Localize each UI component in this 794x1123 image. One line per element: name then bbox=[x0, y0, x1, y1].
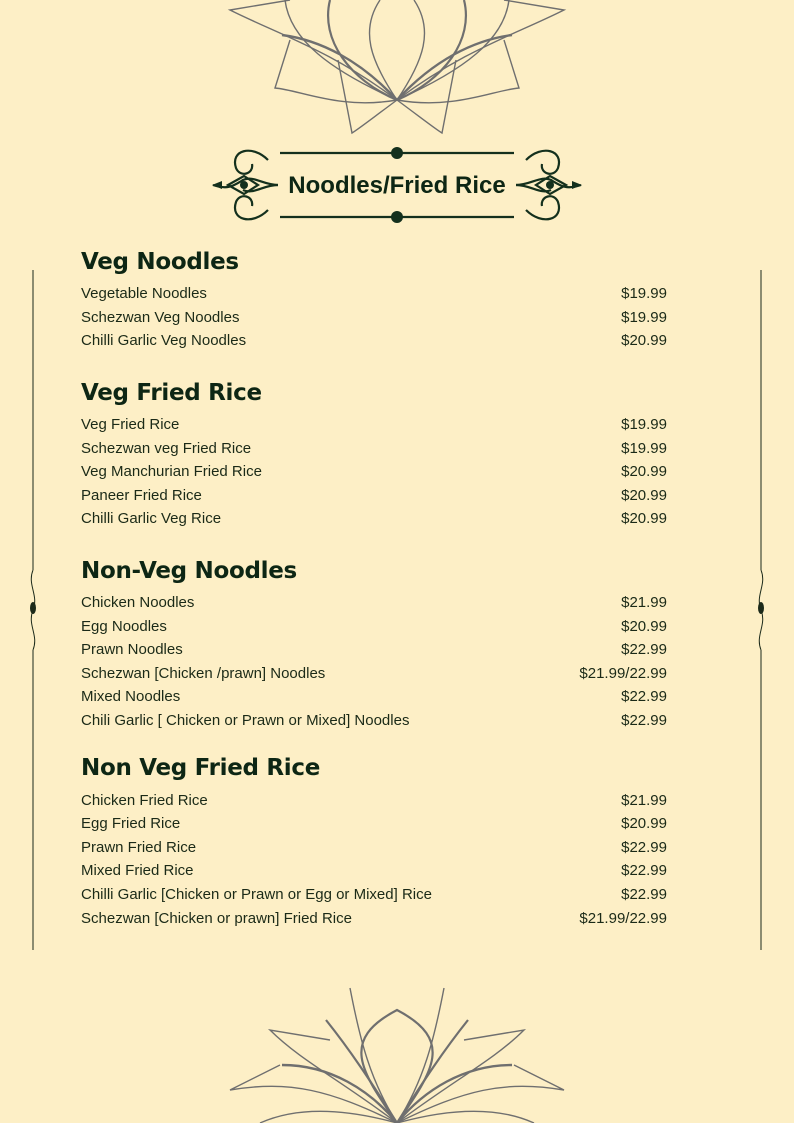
menu-item bbox=[81, 662, 667, 686]
item-name: Chili Garlic [ Chicken or Prawn or Mixed] Noodles bbox=[81, 712, 410, 730]
menu-item bbox=[81, 329, 667, 353]
item-name: Chilli Garlic [Chicken or Prawn or Egg or Mixed] Rice bbox=[81, 885, 432, 903]
item-price: $19.99 bbox=[621, 416, 667, 434]
item-name: Schezwan Veg Noodles bbox=[81, 308, 240, 326]
right-border-ornament-icon bbox=[755, 270, 767, 950]
menu-item bbox=[81, 614, 667, 638]
section-non-veg-fried-rice bbox=[81, 750, 667, 930]
menu-item bbox=[81, 812, 667, 836]
menu-item bbox=[81, 460, 667, 484]
section-non-veg-noodles bbox=[81, 553, 667, 733]
menu-item bbox=[81, 282, 667, 306]
item-price: $20.99 bbox=[621, 617, 667, 635]
item-name: Chicken Fried Rice bbox=[81, 791, 208, 809]
menu-item bbox=[81, 685, 667, 709]
item-price: $21.99 bbox=[621, 594, 667, 612]
item-name: Vegetable Noodles bbox=[81, 285, 207, 303]
item-price: $21.99/22.99 bbox=[579, 664, 667, 682]
item-name: Prawn Fried Rice bbox=[81, 838, 197, 856]
item-name: Prawn Noodles bbox=[81, 641, 183, 659]
item-name: Paneer Fried Rice bbox=[81, 486, 202, 504]
item-name: Chilli Garlic Veg Rice bbox=[81, 510, 222, 528]
menu-item bbox=[81, 306, 667, 330]
section-heading: Non Veg Fried Rice bbox=[81, 755, 321, 782]
item-name: Veg Manchurian Fried Rice bbox=[81, 463, 262, 481]
menu-item bbox=[81, 413, 667, 437]
item-price: $21.99/22.99 bbox=[579, 909, 667, 927]
item-price: $19.99 bbox=[621, 439, 667, 457]
item-price: $21.99 bbox=[621, 791, 667, 809]
item-price: $22.99 bbox=[621, 688, 667, 706]
item-price: $22.99 bbox=[621, 885, 667, 903]
item-price: $20.99 bbox=[621, 510, 667, 528]
item-price: $22.99 bbox=[621, 712, 667, 730]
item-price: $20.99 bbox=[621, 486, 667, 504]
item-price: $19.99 bbox=[621, 308, 667, 326]
menu-item bbox=[81, 836, 667, 860]
item-price: $22.99 bbox=[621, 641, 667, 659]
item-name: Schezwan [Chicken /prawn] Noodles bbox=[81, 664, 326, 682]
section-veg-fried-rice bbox=[81, 375, 667, 531]
item-price: $20.99 bbox=[621, 332, 667, 350]
menu-item bbox=[81, 788, 667, 812]
item-name: Egg Noodles bbox=[81, 617, 167, 635]
menu-item bbox=[81, 859, 667, 883]
item-name: Mixed Fried Rice bbox=[81, 862, 194, 880]
menu-item bbox=[81, 906, 667, 930]
item-price: $22.99 bbox=[621, 838, 667, 856]
section-heading: Non-Veg Noodles bbox=[81, 557, 297, 584]
menu-content bbox=[81, 244, 667, 930]
section-heading: Veg Noodles bbox=[81, 249, 239, 275]
menu-item bbox=[81, 638, 667, 662]
menu-item bbox=[81, 591, 667, 615]
section-veg-noodles bbox=[81, 244, 667, 353]
item-name: Egg Fried Rice bbox=[81, 815, 181, 833]
item-name: Chilli Garlic Veg Noodles bbox=[81, 332, 247, 350]
menu-item bbox=[81, 507, 667, 531]
item-price: $20.99 bbox=[621, 463, 667, 481]
item-price: $22.99 bbox=[621, 862, 667, 880]
item-price: $19.99 bbox=[621, 285, 667, 303]
item-name: Schezwan veg Fried Rice bbox=[81, 439, 252, 457]
lotus-top-icon bbox=[0, 0, 794, 140]
section-heading: Veg Fried Rice bbox=[81, 379, 262, 406]
item-price: $20.99 bbox=[621, 815, 667, 833]
menu-item bbox=[81, 709, 667, 733]
item-name: Schezwan [Chicken or prawn] Fried Rice bbox=[81, 909, 352, 927]
menu-item bbox=[81, 484, 667, 508]
menu-item bbox=[81, 436, 667, 460]
item-name: Chicken Noodles bbox=[81, 594, 195, 612]
page-title: Noodles/Fried Rice bbox=[288, 172, 506, 199]
lotus-bottom-icon bbox=[0, 980, 794, 1123]
menu-item bbox=[81, 883, 667, 907]
left-border-ornament-icon bbox=[27, 270, 39, 950]
item-name: Mixed Noodles bbox=[81, 688, 181, 706]
item-name: Veg Fried Rice bbox=[81, 416, 180, 434]
